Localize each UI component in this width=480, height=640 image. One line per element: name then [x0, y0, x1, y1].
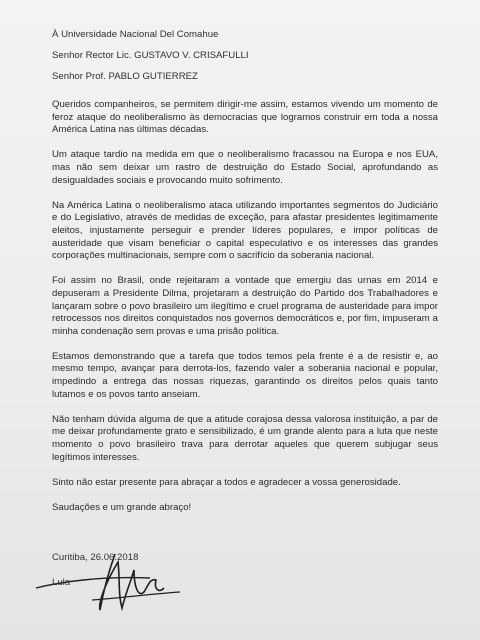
recipient-professor: Senhor Prof. PABLO GUTIERREZ	[52, 71, 198, 82]
recipient-rector: Senhor Rector Lic. GUSTAVO V. CRISAFULLI	[52, 50, 249, 61]
paragraph-6: Não tenham dúvida alguma de que a atitude corajosa dessa valorosa instituição, a par de me deixar profundamente grato e sensibilizado, é um grande alento para a luta que neste momento o povo brasileiro trava para derrotar aqueles que querem subjugar seus legítimos interesses.	[52, 413, 438, 463]
paragraph-8: Saudações e um grande abraço!	[52, 502, 192, 513]
paragraph-5: Estamos demonstrando que a tarefa que todos temos pela frente é a de resistir e, ao mesmo tempo, avançar para derrota-los, fazendo valer a soberania nacional e popular, impedindo a entrega das nossas riquezas, garantindo os direitos pelos quais tanto lutamos e os povos tanto anseiam.	[52, 350, 438, 400]
paragraph-7: Sinto não estar presente para abraçar a todos e agradecer a vossa generosidade.	[52, 476, 401, 488]
place-date: Curitiba, 26.06.2018	[52, 552, 139, 563]
letter-body	[52, 99, 438, 515]
paragraph-4: Foi assim no Brasil, onde rejeitaram a vontade que emergiu das urnas em 2014 e depuseram a Presidente Dilma, projetaram a destruição do Partido dos Trabalhadores e lançaram sobre o povo brasileiro um ilegítimo e cruel programa de austeridade para impor retrocessos nos direitos conquistados nos governos democráticos e, por fim, impuseram a minha condenação sem provas e uma prisão política.	[52, 275, 438, 337]
paragraph-3: Na América Latina o neoliberalismo ataca utilizando importantes segmentos do Judiciário e do Legislativo, através de medidas de exceção, para afastar presidentes legitimamente eleitos, injustamente perseguir e prender líderes populares, e impor políticas de austeridade que visam beneficiar o capital especulativo e os interesses das grandes corporações multinacionais, sempre com o sacrifício da soberania nacional.	[52, 199, 438, 262]
signer-name: Lula	[52, 577, 71, 588]
paragraph-1: Queridos companheiros, se permitem dirigir-me assim, estamos vivendo um momento de feroz ataque do neoliberalismo às democracias que logramos construir em toda a nossa América Latina nas últimas décadas.	[52, 99, 438, 136]
paragraph-2: Um ataque tardio na medida em que o neoliberalismo fracassou na Europa e nos EUA, mas não sem deixar um rastro de destruição do Estado Social, aprofundando as desigualdades sociais e provocando muito sofrimento.	[52, 149, 438, 186]
recipient-institution: À Universidade Nacional Del Comahue	[52, 29, 219, 40]
address-block	[52, 24, 249, 87]
